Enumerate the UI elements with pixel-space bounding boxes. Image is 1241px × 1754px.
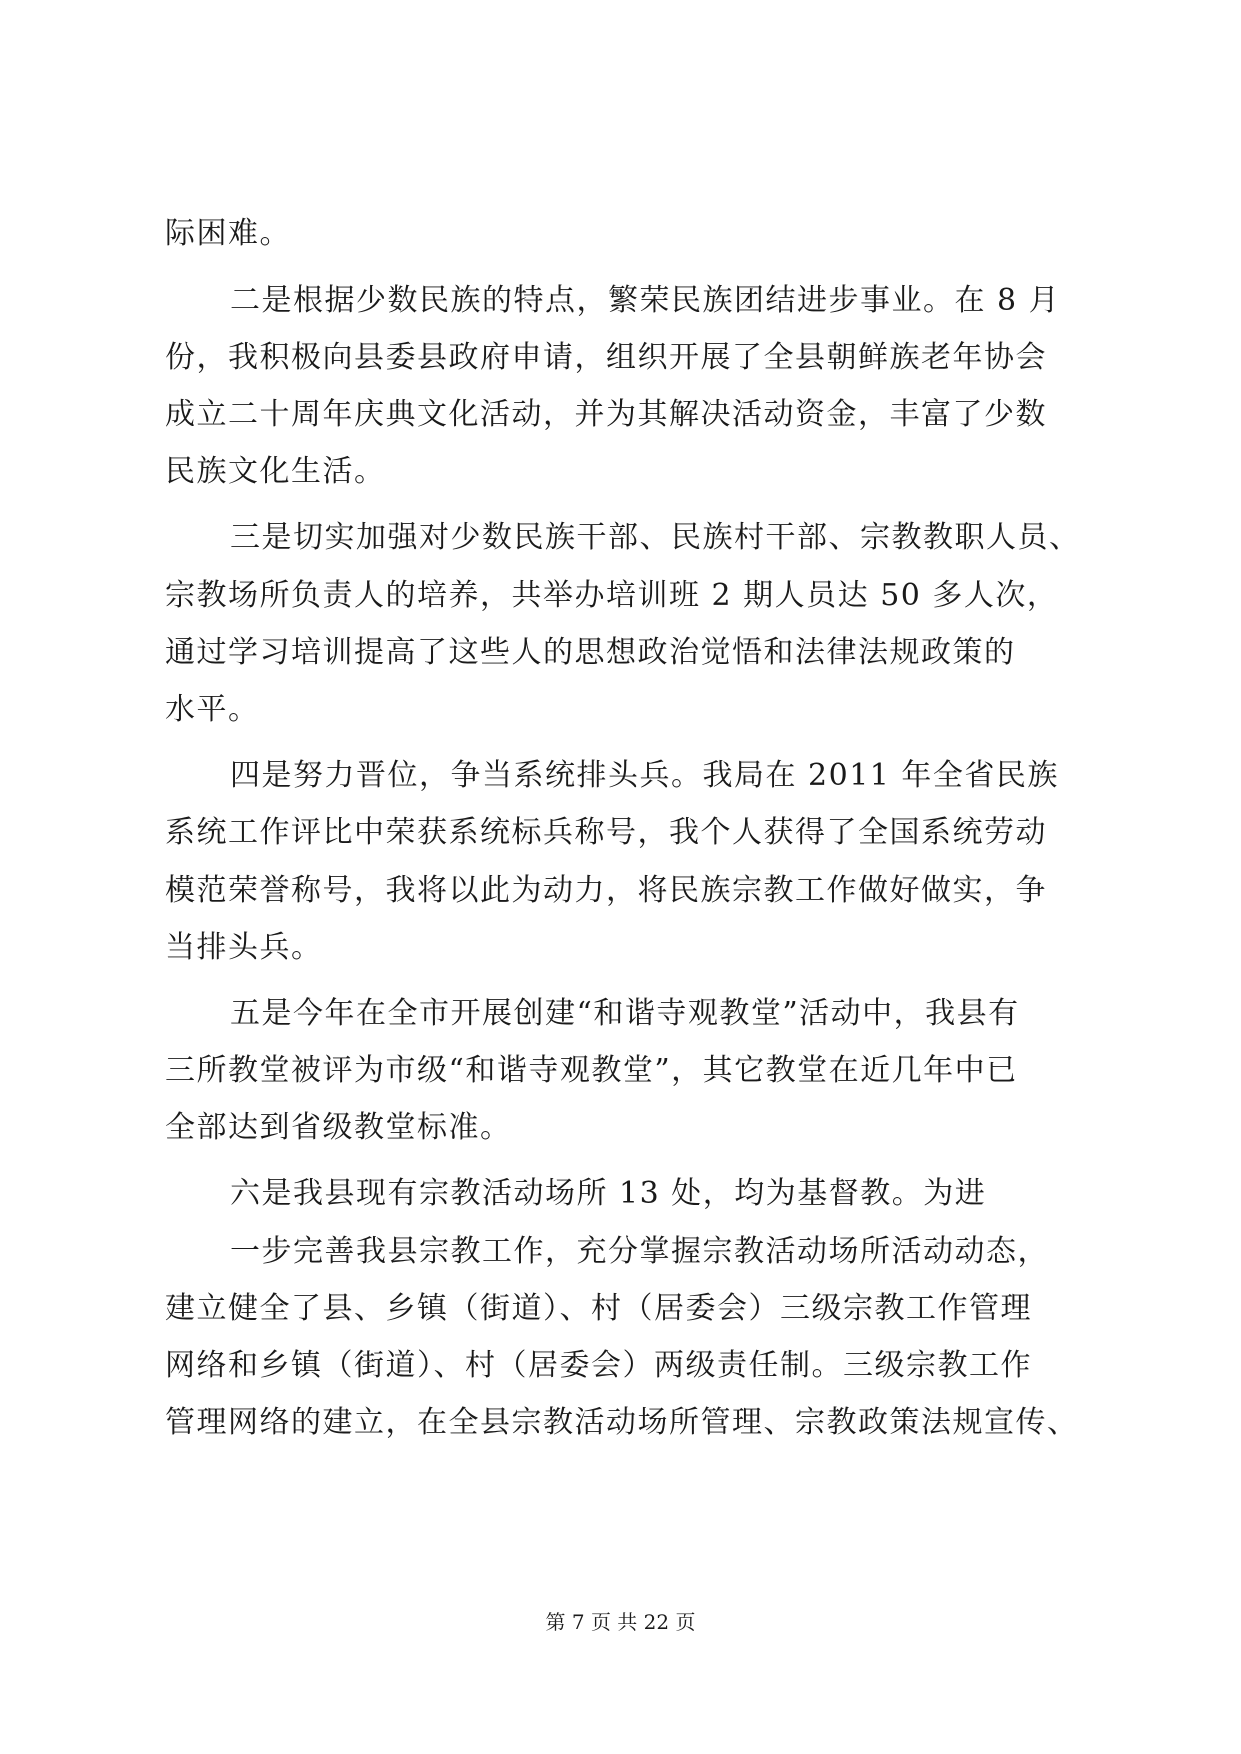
- text-line: 五是今年在全市开展创建“和谐寺观教堂”活动中，我县有: [230, 996, 1020, 1031]
- text-line: 六是我县现有宗教活动场所 13 处，均为基督教。为进: [230, 1176, 987, 1211]
- text-line: 网络和乡镇（街道）、村（居委会）两级责任制。三级宗教工作: [165, 1348, 1032, 1383]
- text-line: 三所教堂被评为市级“和谐寺观教堂”，其它教堂在近几年中已: [165, 1053, 1018, 1088]
- text-line: 水平。: [165, 692, 260, 727]
- text-line: 际困难。: [165, 216, 291, 251]
- text-line: 模范荣誉称号，我将以此为动力，将民族宗教工作做好做实，争: [165, 873, 1047, 908]
- text-line: 份，我积极向县委县政府申请，组织开展了全县朝鲜族老年协会: [165, 340, 1047, 375]
- page-number-footer: 第 7 页 共 22 页: [545, 1610, 696, 1634]
- text-line: 当排头兵。: [165, 930, 323, 965]
- text-line: 系统工作评比中荣获系统标兵称号，我个人获得了全国系统劳动: [165, 815, 1047, 850]
- text-line: 三是切实加强对少数民族干部、民族村干部、宗教教职人员、: [230, 520, 1081, 555]
- text-line: 全部达到省级教堂标准。: [165, 1110, 512, 1145]
- text-line: 通过学习培训提高了这些人的思想政治觉悟和法律法规政策的: [165, 635, 1016, 670]
- text-line: 宗教场所负责人的培养，共举办培训班 2 期人员达 50 多人次，: [165, 578, 1059, 613]
- text-line: 四是努力晋位，争当系统排头兵。我局在 2011 年全省民族: [230, 758, 1059, 793]
- text-line: 建立健全了县、乡镇（街道）、村（居委会）三级宗教工作管理: [165, 1291, 1032, 1326]
- text-line: 民族文化生活。: [165, 454, 386, 489]
- text-line: 成立二十周年庆典文化活动，并为其解决活动资金，丰富了少数: [165, 397, 1047, 432]
- text-line: 一步完善我县宗教工作，充分掌握宗教活动场所活动动态，: [230, 1234, 1049, 1269]
- text-line: 二是根据少数民族的特点，繁荣民族团结进步事业。在 8 月: [230, 283, 1061, 318]
- text-line: 管理网络的建立，在全县宗教活动场所管理、宗教政策法规宣传、: [165, 1405, 1079, 1440]
